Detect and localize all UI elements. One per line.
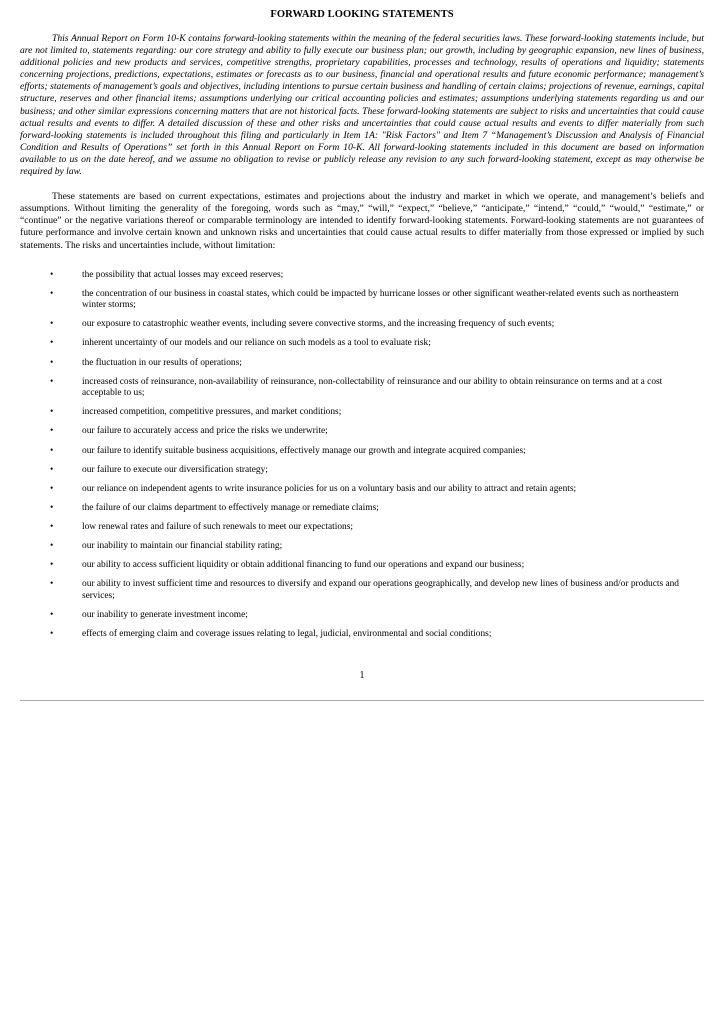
document-page (20, 0, 704, 681)
list-item-text: the fluctuation in our results of operations; (82, 357, 242, 368)
intro-paragraph: This Annual Report on Form 10-K contains forward-looking statements within the meaning of the federal securities laws. These forward-looking statements include, but are not limited to, statements regarding: our core strategy and ability to fully execute our business plan; our growth, including by geographic expansion, new lines of business, additional policies and new products and services, competitive strengths, proprietary capabilities, processes and technology, results of operations and liquidity; statements concerning projections, predictions, expectations, estimates or forecasts as to our business, financial and operational results and future economic performance; management’s efforts; statements of management’s goals and objectives, including intentions to pursue certain business and handling of certain claims; projections of revenue, earnings, capital structure, reserves and other financial items; assumptions underlying our critical accounting policies and estimates; assumptions underlying statements regarding us and our business; and other similar expressions concerning matters that are not historical facts. These forward-looking statements are subject to risks and uncertainties that could cause actual results and events to differ. A detailed discussion of these and other risks and uncertainties that could cause actual results and events to differ materially from such forward-looking statements is included throughout this filing and particularly in Item 1A: "Risk Factors" and Item 7 “Management’s Discussion and Analysis of Financial Condition and Results of Operations” set forth in this Annual Report on Form 10-K. All forward-looking statements included in this document are based on information available to us on the date hereof, and we assume no obligation to revise or publicly release any revision to any such forward-looking statement, except as may otherwise be required by law. (20, 33, 704, 178)
list-item (20, 338, 704, 350)
list-item (20, 541, 704, 553)
bullet-icon: • (50, 338, 54, 349)
list-item-text: effects of emerging claim and coverage issues relating to legal, judicial, environmental and social conditions; (82, 628, 492, 639)
list-item (20, 426, 704, 438)
bullet-icon: • (50, 376, 54, 387)
bullet-icon: • (50, 464, 54, 475)
list-item-text: the possibility that actual losses may exceed reserves; (82, 269, 284, 280)
bullet-icon: • (50, 445, 54, 456)
bullet-icon: • (50, 357, 54, 368)
list-item (20, 446, 704, 458)
list-item-text: our inability to maintain our financial stability rating; (82, 541, 283, 551)
bullet-icon: • (50, 483, 54, 494)
list-item-text: our failure to identify suitable business acquisitions, effectively manage our growth and integrate acquired companies; (82, 445, 526, 456)
list-item (20, 407, 704, 419)
bullet-icon: • (50, 560, 54, 571)
list-item-text: our reliance on independent agents to write insurance policies for us on a voluntary basis and our ability to attract and retain agents; (82, 483, 577, 494)
list-item-text: our inability to generate investment income; (82, 609, 248, 620)
page-number: 1 (359, 670, 365, 681)
list-item-text: our ability to access sufficient liquidity or obtain additional financing to fund our operations and expand our business; (82, 560, 525, 571)
list-item (20, 610, 704, 622)
risk-list (20, 270, 704, 641)
bullet-icon: • (50, 269, 54, 280)
bullet-icon: • (50, 319, 54, 330)
page-title: FORWARD LOOKING STATEMENTS (270, 9, 454, 20)
list-item (20, 522, 704, 534)
bullet-icon: • (50, 426, 54, 437)
list-item-text: our exposure to catastrophic weather events, including severe convective storms, and the increasing frequency of such events; (82, 319, 555, 330)
list-item-text: the failure of our claims department to effectively manage or remediate claims; (82, 502, 379, 513)
list-item (20, 377, 704, 400)
bullet-icon: • (50, 521, 54, 532)
bullet-icon: • (50, 541, 54, 551)
list-item (20, 319, 704, 331)
bullet-icon: • (50, 628, 54, 639)
list-item-text: low renewal rates and failure of such renewals to meet our expectations; (82, 521, 353, 532)
list-item (20, 465, 704, 477)
list-item (20, 289, 704, 312)
body-paragraph: These statements are based on current expectations, estimates and projections about the industry and market in which we operate, and management’s beliefs and assumptions. Without limiting the generality of the foregoing, words such as “may,” “will,” “expect,” “believe,” “anticipate,” “intend,” “could,” “would,” “estimate,” or “continue” or the negative variations thereof or comparable terminology are intended to identify forward-looking statements. Forward-looking statements are not guarantees of future performance and involve certain known and unknown risks and uncertainties that could cause actual results to differ materially from those expressed or implied by such statements. The risks and uncertainties include, without limitation: (20, 191, 704, 251)
bullet-icon: • (50, 579, 54, 590)
bullet-icon: • (50, 502, 54, 513)
list-item-text: our failure to accurately access and price the risks we underwrite; (82, 426, 328, 437)
list-item (20, 560, 704, 572)
bullet-icon: • (50, 407, 54, 418)
list-item-text: inherent uncertainty of our models and our reliance on such models as a tool to evaluate risk; (82, 338, 431, 349)
list-item-text: increased competition, competitive pressures, and market conditions; (82, 407, 342, 418)
bullet-icon: • (50, 609, 54, 620)
list-item (20, 629, 704, 641)
list-item-text: the concentration of our business in coastal states, which could be impacted by hurricane losses or other significant weather-related events such as northeastern winter storms; (82, 288, 679, 311)
list-item-text: our ability to invest sufficient time and resources to diversify and expand our operations geographically, and develop new lines of business and/or products and services; (82, 579, 679, 601)
page-divider (20, 700, 704, 701)
list-item (20, 484, 704, 496)
list-item (20, 579, 704, 602)
list-item-text: increased costs of reinsurance, non-availability of reinsurance, non-collectability of reinsurance and our ability to obtain reinsurance on terms and at a cost acceptable to us; (82, 376, 663, 399)
list-item (20, 503, 704, 515)
bullet-icon: • (50, 288, 54, 299)
list-item-text: our failure to execute our diversification strategy; (82, 464, 268, 475)
list-item (20, 270, 704, 282)
list-item (20, 358, 704, 370)
